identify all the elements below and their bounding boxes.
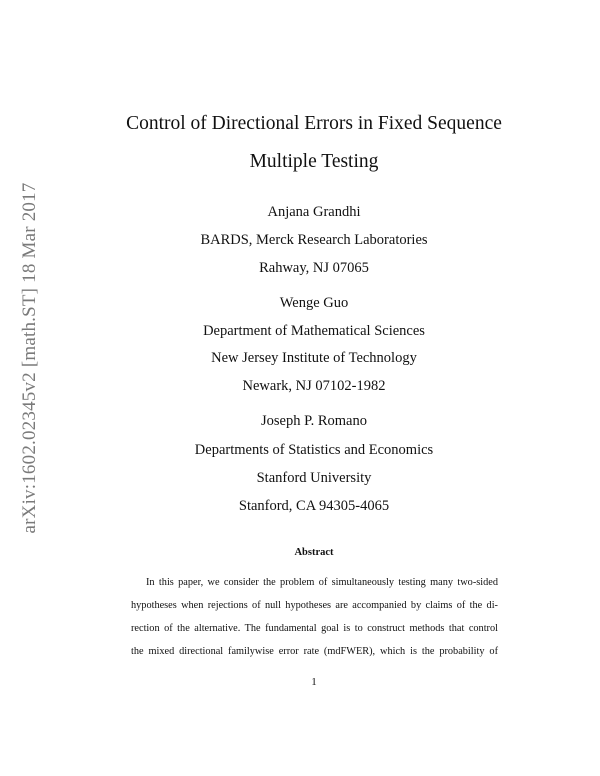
author-address: Stanford, CA 94305-4065 xyxy=(238,498,390,514)
author-affiliation: Stanford University xyxy=(256,470,372,486)
abstract-heading: Abstract xyxy=(294,547,334,558)
author-name: Anjana Grandhi xyxy=(267,204,361,220)
author-name: Wenge Guo xyxy=(279,295,349,311)
author-address: Newark, NJ 07102-1982 xyxy=(242,378,386,394)
author-affiliation: Department of Mathematical Sciences xyxy=(203,323,425,339)
abstract-line: hypotheses when rejections of null hypotheses are accompanied by claims of the di- xyxy=(131,600,498,611)
abstract-line: In this paper, we consider the problem of simultaneously testing many two-sided xyxy=(146,577,498,588)
author-name: Joseph P. Romano xyxy=(261,413,367,429)
author-affiliation: New Jersey Institute of Technology xyxy=(211,350,417,366)
arxiv-identifier-stamp: arXiv:1602.02345v2 [math.ST] 18 Mar 2017 xyxy=(19,182,40,534)
paper-title-line-1: Control of Directional Errors in Fixed Sequence xyxy=(126,113,502,134)
paper-title-line-2: Multiple Testing xyxy=(249,151,379,172)
abstract-line: the mixed directional familywise error rate (mdFWER), which is the probability of xyxy=(131,646,498,657)
author-address: Rahway, NJ 07065 xyxy=(259,260,369,276)
page-number: 1 xyxy=(311,676,317,688)
author-affiliation: BARDS, Merck Research Laboratories xyxy=(200,232,428,248)
author-affiliation: Departments of Statistics and Economics xyxy=(194,442,434,458)
abstract-line: rection of the alternative. The fundamental goal is to construct methods that control xyxy=(131,623,498,634)
